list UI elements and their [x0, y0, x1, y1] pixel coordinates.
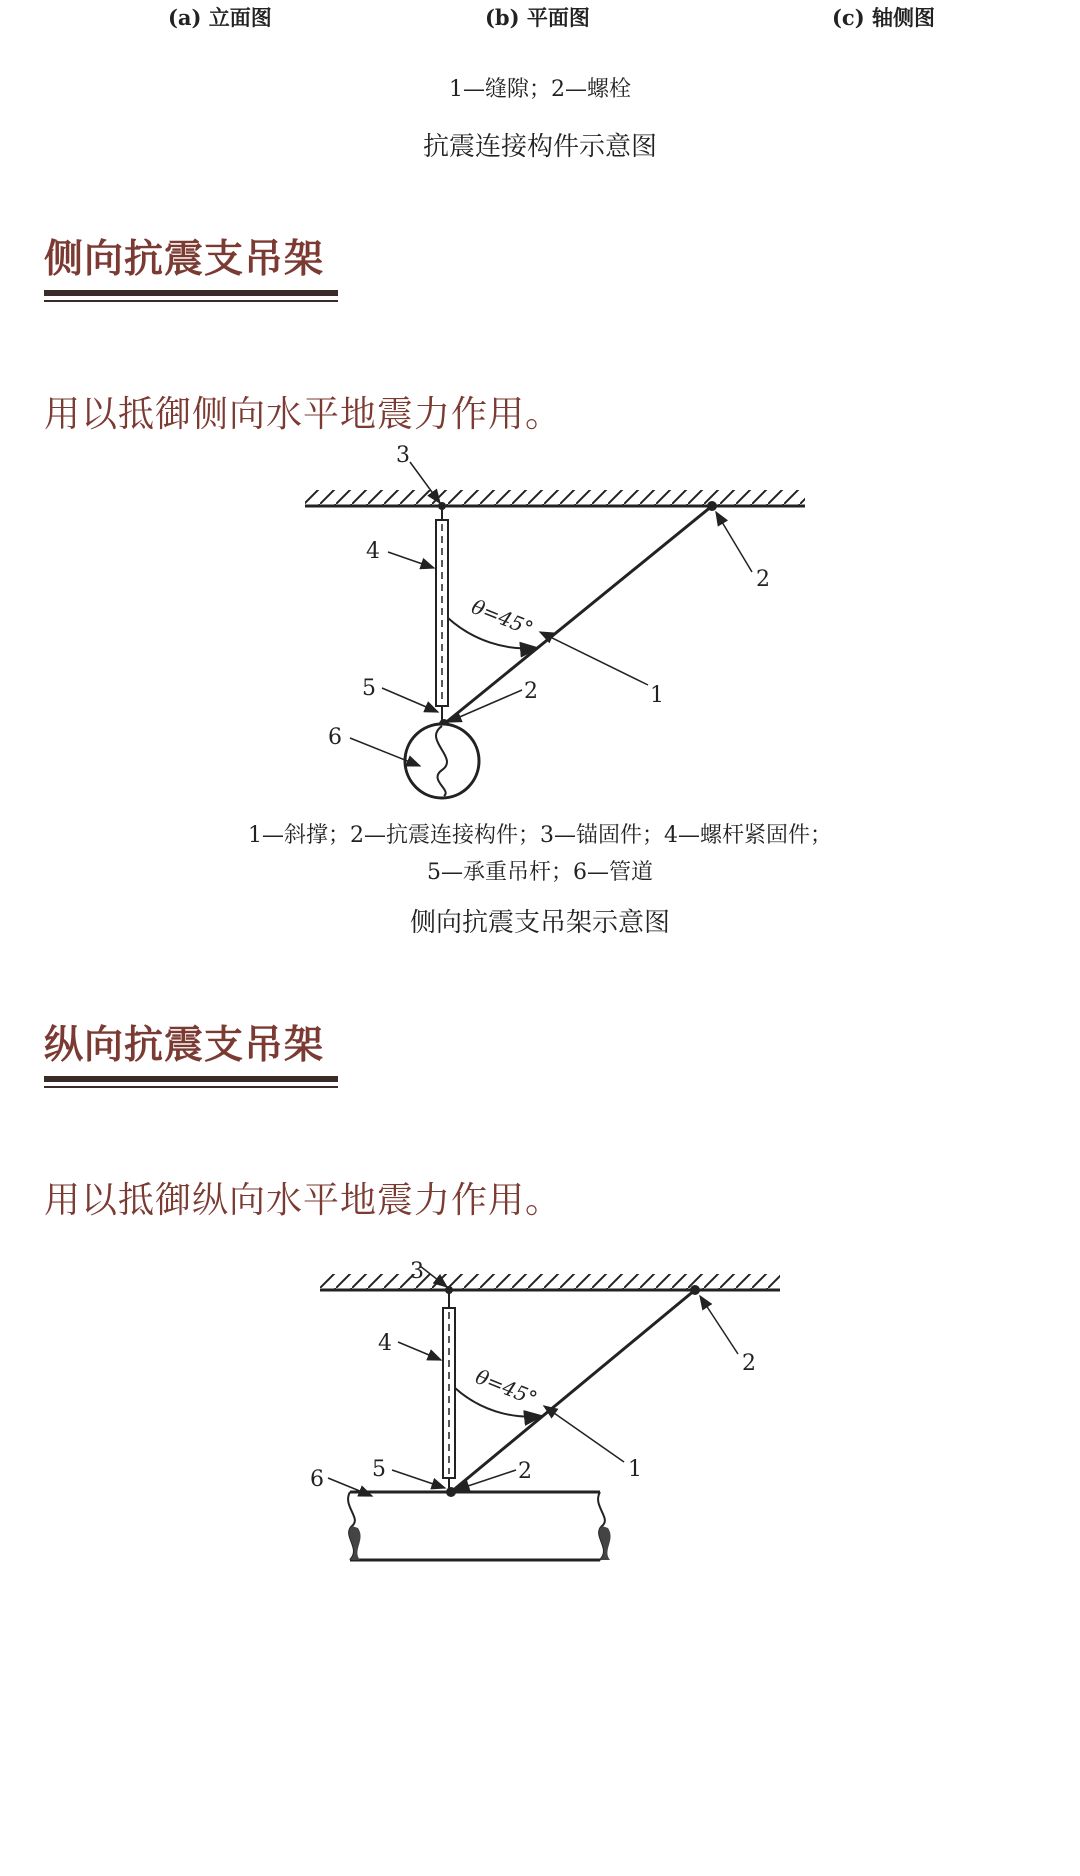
subfigure-label-a: (a) 立面图 [168, 5, 272, 30]
label-4: 4 [378, 1331, 392, 1356]
lateral-legend-line-2: 5—承重吊杆；6—管道 [427, 860, 653, 885]
subfigure-label-b: (b) 平面图 [485, 5, 590, 30]
label-3: 3 [410, 1259, 424, 1284]
label-6: 6 [328, 725, 342, 750]
lateral-bracket-diagram [0, 440, 1080, 800]
angle-label: θ=45° [472, 1364, 541, 1411]
heading-rule-longitudinal [44, 1076, 338, 1088]
brace-top-connector [690, 1285, 700, 1295]
heading-rule-lateral [44, 290, 338, 302]
label-4: 4 [366, 539, 380, 564]
subfigure-label-c: (c) 轴侧图 [832, 5, 935, 30]
section-heading-lateral: 侧向抗震支吊架 [44, 237, 325, 282]
angle-label: θ=45° [468, 594, 537, 641]
label-1: 1 [650, 683, 664, 708]
top-figure-legend: 1—缝隙；2—螺栓 [449, 77, 631, 102]
pipe-right-hatch [599, 1526, 610, 1560]
pipe-right-break [598, 1492, 605, 1560]
label-1: 1 [628, 1457, 642, 1482]
hanger-rod [443, 1308, 455, 1478]
section-description-longitudinal: 用以抵御纵向水平地震力作用。 [44, 1180, 563, 1221]
lateral-caption: 侧向抗震支吊架示意图 [409, 908, 670, 938]
label-2-upper: 2 [742, 1351, 756, 1376]
top-figure-caption: 抗震连接构件示意图 [422, 132, 657, 162]
brace-top-connector [707, 501, 717, 511]
label-5: 5 [362, 676, 376, 701]
label-2-upper: 2 [756, 567, 770, 592]
section-heading-longitudinal: 纵向抗震支吊架 [44, 1023, 325, 1068]
longitudinal-bracket-diagram [0, 1256, 1080, 1876]
ceiling-hatch [305, 490, 805, 506]
label-3: 3 [396, 443, 410, 468]
label-5: 5 [372, 1457, 386, 1482]
label-2-lower: 2 [518, 1459, 532, 1484]
pipe-left-hatch [349, 1526, 360, 1560]
pipe-left-break [348, 1492, 355, 1560]
lateral-legend-line-1: 1—斜撑；2—抗震连接构件；3—锚固件；4—螺杆紧固件； [248, 823, 832, 848]
label-6: 6 [310, 1467, 324, 1492]
label-2-lower: 2 [524, 679, 538, 704]
ceiling-hatch [320, 1274, 780, 1290]
section-description-lateral: 用以抵御侧向水平地震力作用。 [44, 394, 563, 435]
